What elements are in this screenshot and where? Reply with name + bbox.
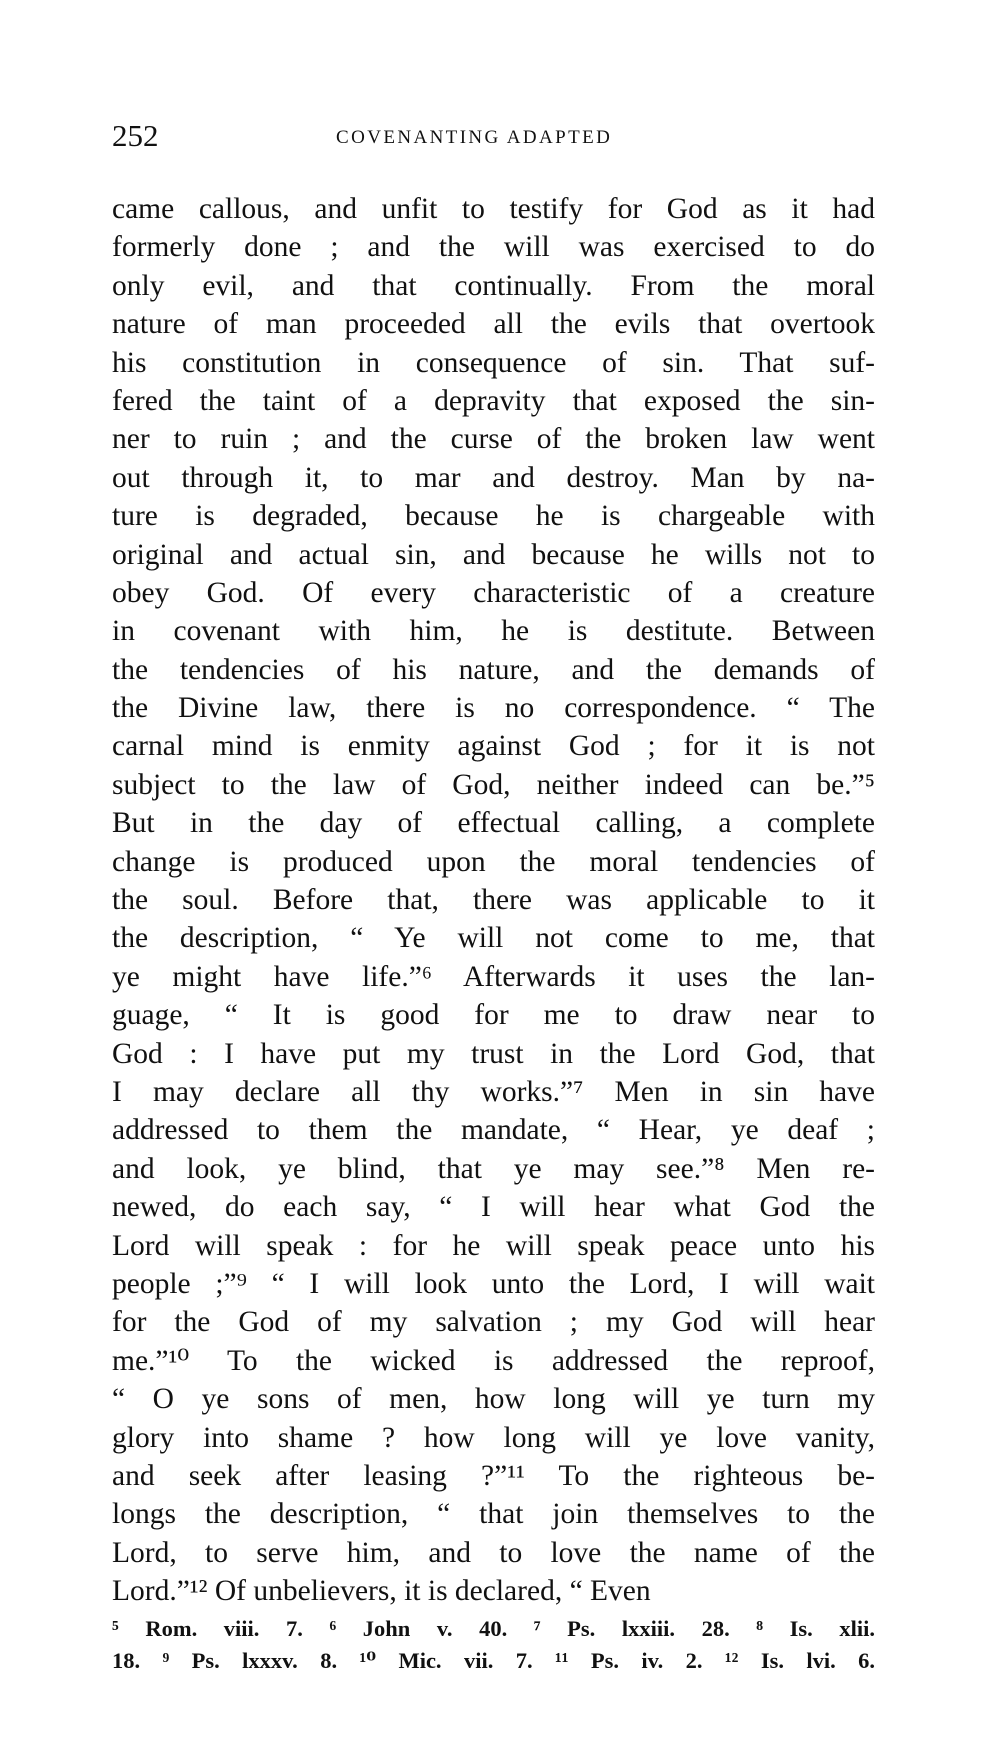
text-line: carnal mind is enmity against God ; for it is not: [112, 730, 875, 763]
text-line: fered the taint of a depravity that exposed the sin-: [112, 384, 875, 417]
text-line: his constitution in consequence of sin. That suf-: [112, 346, 875, 379]
footnote-line: 18. ⁹ Ps. lxxxv. 8. ¹⁰ Mic. vii. 7. ¹¹ Ps. iv. 2. ¹² Is. lvi. 6.: [112, 1648, 875, 1673]
text-line: Lord will speak : for he will speak peace unto his: [112, 1229, 875, 1262]
text-line: ye might have life.”⁶ Afterwards it uses the lan-: [112, 960, 875, 993]
text-line: ner to ruin ; and the curse of the broken law went: [112, 423, 875, 456]
text-line: But in the day of effectual calling, a complete: [112, 807, 875, 840]
text-line: change is produced upon the moral tendencies of: [112, 845, 875, 878]
text-line: Lord.”¹² Of unbelievers, it is declared, “ Even: [112, 1575, 651, 1608]
text-line: obey God. Of every characteristic of a creature: [112, 576, 875, 609]
running-head: COVENANTING ADAPTED: [336, 127, 613, 148]
text-line: longs the description, “ that join themselves to the: [112, 1498, 875, 1531]
text-line: addressed to them the mandate, “ Hear, ye deaf ;: [112, 1114, 875, 1147]
text-line: Lord, to serve him, and to love the name of the: [112, 1536, 875, 1569]
page-header: [112, 118, 872, 158]
text-line: and seek after leasing ?”¹¹ To the righteous be-: [112, 1459, 875, 1492]
text-line: nature of man proceeded all the evils that overtook: [112, 308, 875, 341]
text-line: the Divine law, there is no correspondence. “ The: [112, 692, 875, 725]
text-line: the soul. Before that, there was applicable to it: [112, 884, 875, 917]
text-line: came callous, and unfit to testify for God as it had: [112, 193, 875, 225]
text-line: and look, ye blind, that ye may see.”⁸ Men re-: [112, 1152, 875, 1185]
footnotes: [112, 1613, 875, 1677]
text-line: guage, “ It is good for me to draw near to: [112, 999, 875, 1032]
text-line: out through it, to mar and destroy. Man by na-: [112, 461, 875, 494]
text-line: “ O ye sons of men, how long will ye turn my: [112, 1383, 875, 1416]
footnote-line: ⁵ Rom. viii. 7. ⁶ John v. 40. ⁷ Ps. lxxiii. 28. ⁸ Is. xlii.: [112, 1616, 875, 1641]
text-line: the tendencies of his nature, and the demands of: [112, 653, 875, 686]
text-line: in covenant with him, he is destitute. Between: [112, 615, 875, 648]
text-line: for the God of my salvation ; my God will hear: [112, 1306, 875, 1339]
text-line: people ;”⁹ “ I will look unto the Lord, I will wait: [112, 1267, 875, 1300]
text-line: glory into shame ? how long will ye love vanity,: [112, 1421, 875, 1454]
text-line: I may declare all thy works.”⁷ Men in sin have: [112, 1075, 875, 1108]
text-line: me.”¹⁰ To the wicked is addressed the reproof,: [112, 1344, 875, 1377]
text-line: only evil, and that continually. From the moral: [112, 269, 875, 302]
text-line: subject to the law of God, neither indeed can be.”⁵: [112, 768, 875, 801]
text-line: original and actual sin, and because he wills not to: [112, 538, 875, 571]
text-line: formerly done ; and the will was exercised to do: [112, 231, 875, 264]
text-line: the description, “ Ye will not come to me, that: [112, 922, 875, 955]
page-number: 252: [112, 118, 159, 153]
text-line: God : I have put my trust in the Lord God, that: [112, 1037, 875, 1070]
text-line: ture is degraded, because he is chargeable with: [112, 500, 875, 533]
body-text: [112, 190, 875, 1610]
text-line: newed, do each say, “ I will hear what God the: [112, 1191, 875, 1224]
